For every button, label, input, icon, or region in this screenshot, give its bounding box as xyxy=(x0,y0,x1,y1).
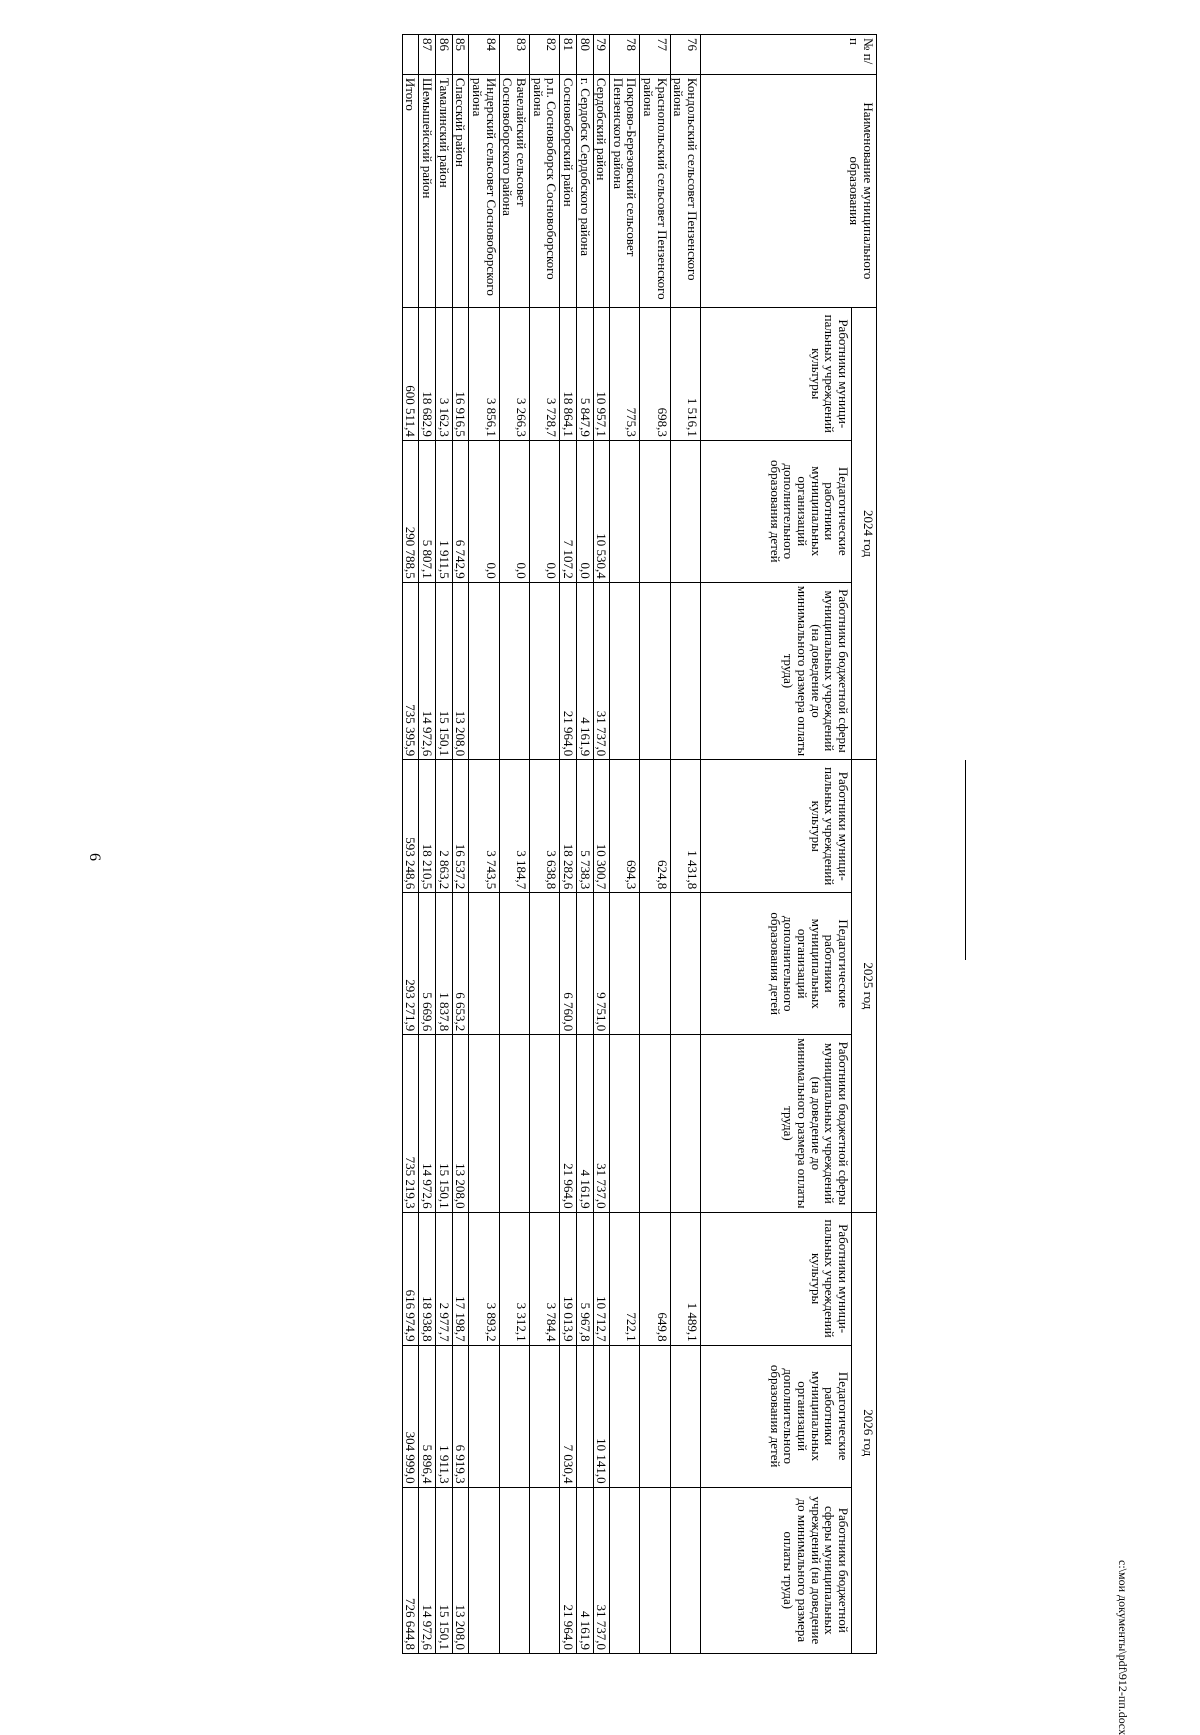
row-value-cell xyxy=(469,582,499,759)
row-value-cell xyxy=(610,893,640,1035)
header-year-2024: 2024 год xyxy=(852,307,877,759)
row-municipality-name: Сердобский район xyxy=(593,74,610,307)
row-value-cell: 4 161,9 xyxy=(576,582,593,759)
header-budget-2025: Работники бюджетной сферы муниципальных учреждений (на доведение до минимального размера оплаты труда) xyxy=(701,1035,852,1212)
row-value-cell: 13 208,0 xyxy=(452,1035,469,1212)
row-value-cell: 18 682,9 xyxy=(419,307,436,440)
row-number: 78 xyxy=(610,35,640,75)
row-value-cell: 3 184,7 xyxy=(499,760,529,893)
row-value-cell xyxy=(529,582,559,759)
row-value-cell xyxy=(469,1487,499,1653)
row-number: 86 xyxy=(436,35,453,75)
row-value-cell: 624,8 xyxy=(640,760,670,893)
row-value-cell xyxy=(469,1035,499,1212)
row-value-cell: 698,3 xyxy=(640,307,670,440)
row-value-cell: 15 150,1 xyxy=(436,1035,453,1212)
row-value-cell: 6 760,0 xyxy=(560,893,577,1035)
row-value-cell xyxy=(469,1345,499,1487)
row-value-cell: 2 977,7 xyxy=(436,1212,453,1345)
row-value-cell xyxy=(640,1035,670,1212)
row-value-cell xyxy=(670,440,700,582)
row-value-cell: 722,1 xyxy=(610,1212,640,1345)
row-value-cell: 18 210,5 xyxy=(419,760,436,893)
row-value-cell xyxy=(529,1345,559,1487)
row-value-cell xyxy=(529,1035,559,1212)
footer-file-path-text: c:\мои документы\pdf\912-пп.docx xyxy=(1116,1560,1130,1735)
row-value-cell: 10 141,0 xyxy=(593,1345,610,1487)
row-value-cell: 5 896,4 xyxy=(419,1345,436,1487)
row-value-cell: 10 712,7 xyxy=(593,1212,610,1345)
row-value-cell: 18 282,6 xyxy=(560,760,577,893)
row-value-cell: 616 974,9 xyxy=(402,1212,419,1345)
row-value-cell xyxy=(499,1487,529,1653)
header-name: Наименование муниципального образования xyxy=(701,74,877,307)
row-value-cell xyxy=(670,1487,700,1653)
row-value-cell: 1 911,5 xyxy=(436,440,453,582)
row-value-cell: 3 638,8 xyxy=(529,760,559,893)
row-value-cell: 31 737,0 xyxy=(593,1487,610,1653)
row-value-cell xyxy=(640,893,670,1035)
row-value-cell: 14 972,6 xyxy=(419,1035,436,1212)
row-number: 80 xyxy=(576,35,593,75)
row-value-cell: 15 150,1 xyxy=(436,1487,453,1653)
row-value-cell xyxy=(640,1345,670,1487)
funding-table xyxy=(402,34,877,1654)
row-value-cell: 3 312,1 xyxy=(499,1212,529,1345)
row-value-cell: 0,0 xyxy=(576,440,593,582)
row-value-cell: 13 208,0 xyxy=(452,1487,469,1653)
row-value-cell: 600 511,4 xyxy=(402,307,419,440)
row-municipality-name: Итого xyxy=(402,74,419,307)
row-value-cell: 1 911,3 xyxy=(436,1345,453,1487)
row-value-cell xyxy=(529,893,559,1035)
row-municipality-name: Тамалинский район xyxy=(436,74,453,307)
row-value-cell: 593 248,6 xyxy=(402,760,419,893)
row-value-cell xyxy=(670,582,700,759)
row-number: 81 xyxy=(560,35,577,75)
row-value-cell: 31 737,0 xyxy=(593,1035,610,1212)
table-row xyxy=(640,35,670,1654)
row-number: 77 xyxy=(640,35,670,75)
row-value-cell: 5 807,1 xyxy=(419,440,436,582)
header-teachers-2025: Педагогические работники муниципальных организаций дополнительного образования детей xyxy=(701,893,852,1035)
row-number: 85 xyxy=(452,35,469,75)
row-number: 79 xyxy=(593,35,610,75)
table-row xyxy=(402,35,419,1654)
row-value-cell: 735 395,9 xyxy=(402,582,419,759)
row-municipality-name: г. Сердобск Сердобского района xyxy=(576,74,593,307)
header-culture-2026: Работники муници-пальных учреждений культуры xyxy=(701,1212,852,1345)
table-row xyxy=(529,35,559,1654)
row-value-cell: 649,8 xyxy=(640,1212,670,1345)
row-value-cell: 5 967,8 xyxy=(576,1212,593,1345)
row-value-cell xyxy=(610,440,640,582)
table-row xyxy=(452,35,469,1654)
table-row xyxy=(499,35,529,1654)
row-value-cell: 7 107,2 xyxy=(560,440,577,582)
row-value-cell: 3 893,2 xyxy=(469,1212,499,1345)
row-value-cell: 735 219,3 xyxy=(402,1035,419,1212)
row-value-cell: 3 162,3 xyxy=(436,307,453,440)
row-value-cell xyxy=(499,1035,529,1212)
row-value-cell: 13 208,0 xyxy=(452,582,469,759)
header-teachers-2026: Педагогические работники муниципальных организаций дополнительного образования детей xyxy=(701,1345,852,1487)
row-value-cell: 694,3 xyxy=(610,760,640,893)
table-row xyxy=(610,35,640,1654)
row-value-cell: 3 784,4 xyxy=(529,1212,559,1345)
row-value-cell: 14 972,6 xyxy=(419,1487,436,1653)
row-value-cell: 15 150,1 xyxy=(436,582,453,759)
row-municipality-name: Индерский сельсовет Сосновоборского района xyxy=(469,74,499,307)
row-value-cell: 1 489,1 xyxy=(670,1212,700,1345)
page-number: 6 xyxy=(86,853,103,861)
header-budget-2024: Работники бюджетной сферы муниципальных учреждений (на доведение до минимального размера оплаты труда) xyxy=(701,582,852,759)
row-value-cell: 726 644,8 xyxy=(402,1487,419,1653)
row-value-cell: 19 013,9 xyxy=(560,1212,577,1345)
row-value-cell: 18 864,1 xyxy=(560,307,577,440)
row-value-cell: 10 300,7 xyxy=(593,760,610,893)
row-value-cell: 21 964,0 xyxy=(560,582,577,759)
row-value-cell: 3 856,1 xyxy=(469,307,499,440)
table-row xyxy=(670,35,700,1654)
row-municipality-name: Покрово-Березовский сельсовет Пензенского района xyxy=(610,74,640,307)
row-value-cell: 7 030,4 xyxy=(560,1345,577,1487)
table-row xyxy=(469,35,499,1654)
row-value-cell: 4 161,9 xyxy=(576,1035,593,1212)
row-municipality-name: Сосновоборский район xyxy=(560,74,577,307)
row-value-cell xyxy=(499,893,529,1035)
row-value-cell: 304 999,0 xyxy=(402,1345,419,1487)
header-year-2026: 2026 год xyxy=(852,1212,877,1653)
row-value-cell: 0,0 xyxy=(469,440,499,582)
table-row xyxy=(419,35,436,1654)
row-value-cell xyxy=(469,893,499,1035)
table-row xyxy=(593,35,610,1654)
row-value-cell: 5 847,9 xyxy=(576,307,593,440)
row-value-cell: 31 737,0 xyxy=(593,582,610,759)
row-value-cell xyxy=(576,893,593,1035)
header-culture-2025: Работники муници-пальных учреждений культуры xyxy=(701,760,852,893)
row-value-cell xyxy=(610,1487,640,1653)
row-value-cell: 6 653,2 xyxy=(452,893,469,1035)
row-number: 83 xyxy=(499,35,529,75)
end-separator-line xyxy=(965,760,966,960)
row-value-cell: 10 957,1 xyxy=(593,307,610,440)
table-row xyxy=(560,35,577,1654)
row-value-cell xyxy=(640,582,670,759)
row-value-cell: 293 271,9 xyxy=(402,893,419,1035)
header-teachers-2024: Педагогические работники муниципальных организаций дополнительного образования детей xyxy=(701,440,852,582)
row-value-cell: 1 516,1 xyxy=(670,307,700,440)
row-number: 76 xyxy=(670,35,700,75)
header-culture-2024: Работники муници-пальных учреждений культуры xyxy=(701,307,852,440)
row-municipality-name: Кондольский сельсовет Пензенского района xyxy=(670,74,700,307)
row-value-cell xyxy=(499,582,529,759)
row-value-cell: 5 738,3 xyxy=(576,760,593,893)
header-num: № п/п xyxy=(701,35,877,75)
table-row xyxy=(436,35,453,1654)
row-value-cell: 14 972,6 xyxy=(419,582,436,759)
row-value-cell xyxy=(610,582,640,759)
row-value-cell: 6 742,9 xyxy=(452,440,469,582)
row-municipality-name: р.п. Сосновоборск Сосновоборского района xyxy=(529,74,559,307)
row-number: 84 xyxy=(469,35,499,75)
row-value-cell: 6 919,3 xyxy=(452,1345,469,1487)
row-value-cell: 3 743,5 xyxy=(469,760,499,893)
row-value-cell xyxy=(640,440,670,582)
row-number: 87 xyxy=(419,35,436,75)
row-value-cell: 4 161,9 xyxy=(576,1487,593,1653)
row-value-cell: 3 266,3 xyxy=(499,307,529,440)
row-value-cell: 2 863,2 xyxy=(436,760,453,893)
row-number xyxy=(402,35,419,75)
row-number: 82 xyxy=(529,35,559,75)
row-value-cell: 21 964,0 xyxy=(560,1487,577,1653)
row-value-cell: 17 198,7 xyxy=(452,1212,469,1345)
row-value-cell: 16 537,2 xyxy=(452,760,469,893)
row-value-cell xyxy=(529,1487,559,1653)
header-year-2025: 2025 год xyxy=(852,760,877,1212)
row-value-cell xyxy=(670,893,700,1035)
row-value-cell xyxy=(670,1345,700,1487)
row-value-cell xyxy=(640,1487,670,1653)
row-municipality-name: Краснопольский сельсовет Пензенского района xyxy=(640,74,670,307)
row-municipality-name: Вачелайский сельсовет Сосновоборского района xyxy=(499,74,529,307)
header-budget-2026: Работники бюджетной сферы муниципальных учреждений (на доведение до минимального размера оплаты труда) xyxy=(701,1487,852,1653)
row-value-cell: 18 938,8 xyxy=(419,1212,436,1345)
rotated-table-container xyxy=(177,34,877,1654)
row-value-cell: 9 751,0 xyxy=(593,893,610,1035)
row-value-cell xyxy=(670,1035,700,1212)
row-value-cell: 5 669,6 xyxy=(419,893,436,1035)
row-value-cell xyxy=(576,1345,593,1487)
table-row xyxy=(576,35,593,1654)
row-municipality-name: Шемышейский район xyxy=(419,74,436,307)
row-value-cell: 3 728,7 xyxy=(529,307,559,440)
row-value-cell: 10 530,4 xyxy=(593,440,610,582)
row-value-cell: 1 837,8 xyxy=(436,893,453,1035)
row-value-cell: 775,3 xyxy=(610,307,640,440)
row-value-cell: 290 788,5 xyxy=(402,440,419,582)
row-value-cell xyxy=(610,1035,640,1212)
row-value-cell: 1 431,8 xyxy=(670,760,700,893)
row-value-cell: 0,0 xyxy=(499,440,529,582)
row-value-cell: 0,0 xyxy=(529,440,559,582)
row-value-cell: 21 964,0 xyxy=(560,1035,577,1212)
row-value-cell xyxy=(499,1345,529,1487)
row-value-cell: 16 916,5 xyxy=(452,307,469,440)
row-municipality-name: Спасский район xyxy=(452,74,469,307)
table-body xyxy=(402,35,700,1654)
row-value-cell xyxy=(610,1345,640,1487)
